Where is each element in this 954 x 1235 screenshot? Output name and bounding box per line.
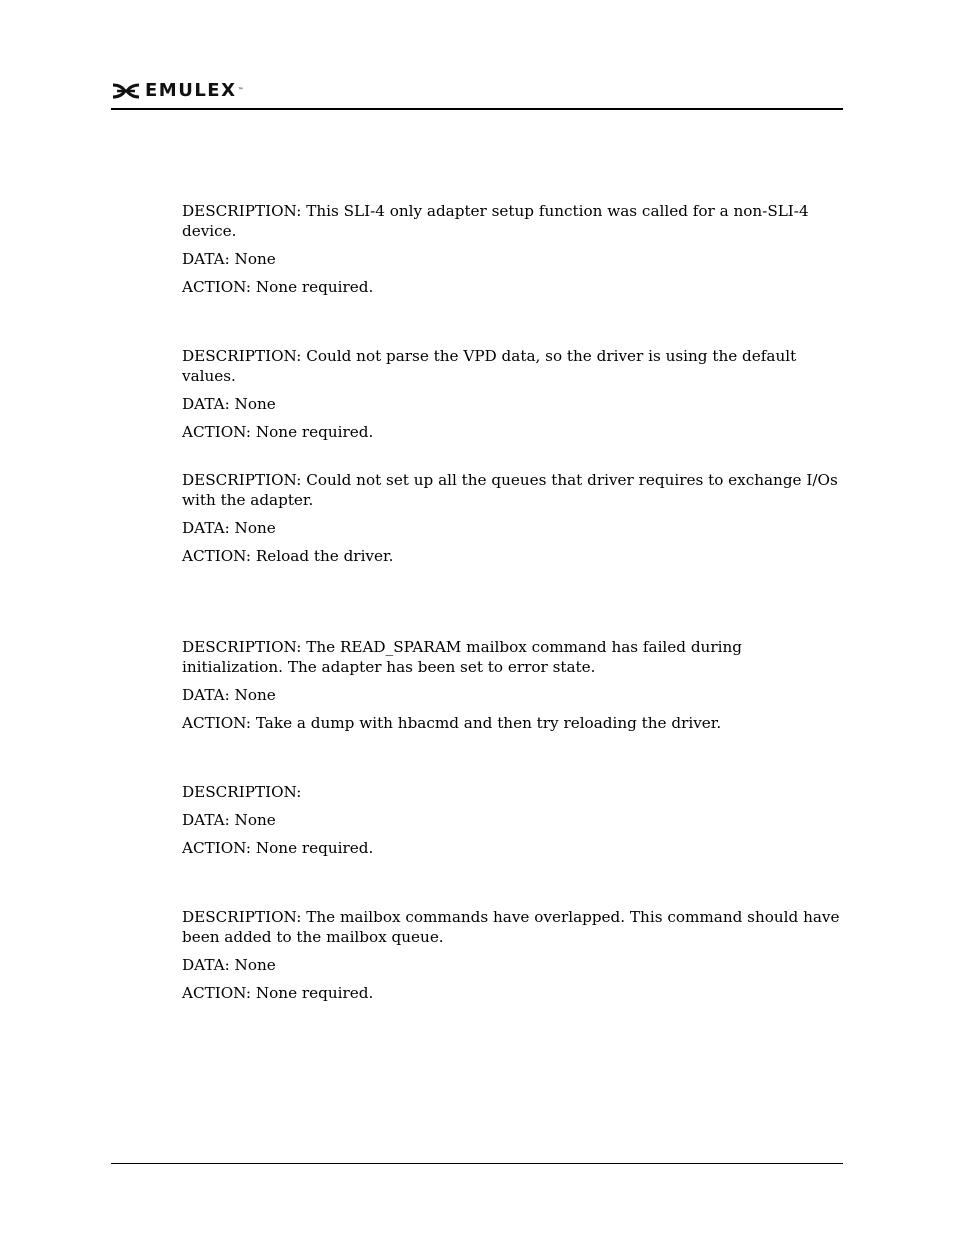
- entry-data: DATA: None: [182, 956, 276, 974]
- entry-description: DESCRIPTION: Could not set up all the queues that driver requires to exchange I/Os with the adapter.: [182, 471, 838, 509]
- entry-data: DATA: None: [182, 811, 276, 829]
- emulex-logo: [111, 80, 243, 102]
- entry-data: DATA: None: [182, 250, 276, 268]
- entry-action: ACTION: Take a dump with hbacmd and then try reloading the driver.: [182, 714, 722, 732]
- entry-data: DATA: None: [182, 395, 276, 413]
- footer-divider: [111, 1163, 843, 1164]
- trademark-symbol: ™: [237, 87, 244, 94]
- message-entry: [182, 470, 844, 574]
- entry-action: ACTION: Reload the driver.: [182, 547, 394, 565]
- header-divider: [111, 108, 843, 110]
- message-entry: [182, 782, 844, 866]
- entry-action: ACTION: None required.: [182, 839, 374, 857]
- entry-description: DESCRIPTION: This SLI-4 only adapter setup function was called for a non-SLI-4 device.: [182, 202, 809, 240]
- message-entry: [182, 346, 844, 450]
- entry-description: DESCRIPTION: The mailbox commands have overlapped. This command should have been added to the mailbox queue.: [182, 908, 840, 946]
- entry-action: ACTION: None required.: [182, 278, 374, 296]
- entry-description: DESCRIPTION: Could not parse the VPD data, so the driver is using the default values.: [182, 347, 797, 385]
- entry-data: DATA: None: [182, 519, 276, 537]
- emulex-logo-icon: [111, 81, 141, 101]
- entry-action: ACTION: None required.: [182, 423, 374, 441]
- message-entry: [182, 907, 844, 1011]
- entry-data: DATA: None: [182, 686, 276, 704]
- entry-action: ACTION: None required.: [182, 984, 374, 1002]
- brand-name: EMULEX: [145, 80, 237, 101]
- page-header: [111, 78, 843, 110]
- message-entry: [182, 637, 844, 741]
- message-entry: [182, 201, 844, 305]
- entry-description: DESCRIPTION: The READ_SPARAM mailbox command has failed during initialization. The adapter has been set to error state.: [182, 638, 742, 676]
- entry-description: DESCRIPTION:: [182, 783, 302, 801]
